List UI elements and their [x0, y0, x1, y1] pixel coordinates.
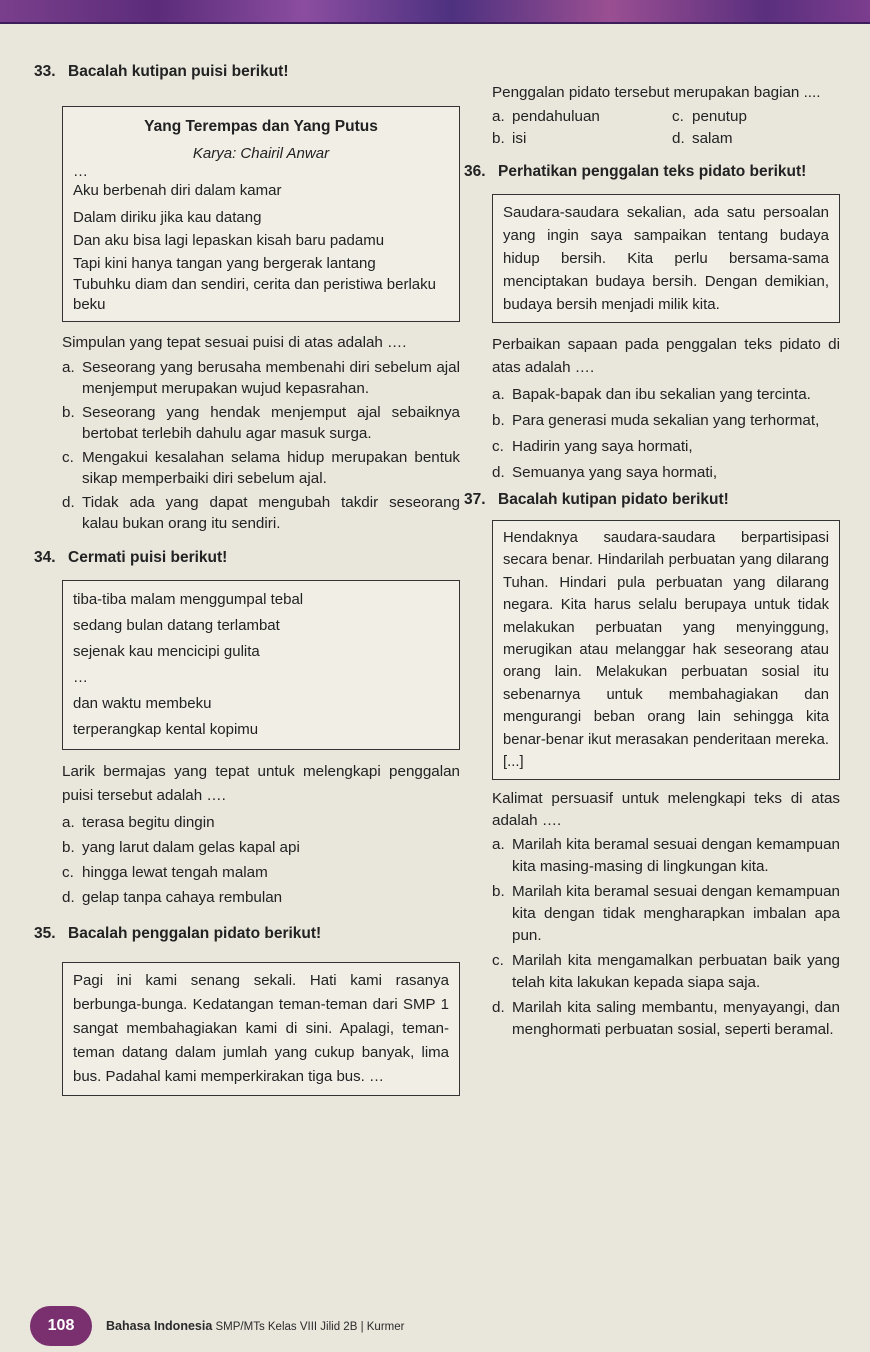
speech-excerpt-box: Saudara-saudara sekalian, ada satu persoalan yang ingin saya sampaikan tentang budaya hidup bersih. Kita perlu bersama-sama menciptakan budaya bersih. Dengan demikian, budaya bersih menjadi milik kita.	[492, 194, 840, 323]
speech-excerpt-box: Pagi ini kami senang sekali. Hati kami rasanya berbunga-bunga. Kedatangan teman-teman dari SMP 1 sangat membahagiakan kami di sini. Apalagi, teman-teman datang dalam jumlah yang cukup banyak, lima bus. Padahal kami memperkirakan tiga bus. …	[62, 962, 460, 1096]
options-list	[62, 810, 460, 910]
question-prompt: Bacalah kutipan puisi berikut!	[68, 63, 289, 80]
page-footer	[30, 1306, 404, 1346]
question-35: 35. Bacalah penggalan pidato berikut! Pagi ini kami senang sekali. Hati kami rasanya berbunga-bunga. Kedatangan teman-teman dari SMP 1 sangat membahagiakan kami di sini. Apalagi, teman-teman datang dalam jumlah yang cukup banyak, lima bus. Padahal kami memperkirakan tiga bus. …	[62, 924, 460, 1096]
page-number-badge: 108	[30, 1306, 92, 1346]
options-row	[492, 106, 840, 128]
question-text: Perbaikan sapaan pada penggalan teks pidato di atas adalah ….	[492, 336, 840, 376]
poem-line: sedang bulan datang terlambat	[73, 617, 280, 634]
option-b[interactable]: b. Marilah kita beramal sesuai dengan kemampuan kita dengan tidak mengharapkan imbalan apa pun.	[492, 883, 840, 945]
option-c[interactable]: c. Marilah kita mengamalkan perbuatan baik yang telah kita lakukan kepada siapa saja.	[492, 952, 840, 992]
question-text: Penggalan pidato tersebut merupakan bagian ....	[492, 84, 821, 101]
speech-excerpt-box: Hendaknya saudara-saudara berpartisipasi secara benar. Hindarilah perbuatan yang dilarang Tuhan. Hindari pula perbuatan yang dilarang negara. Kita harus selalu berupaya untuk tidak melakukan perbuatan yang menyinggung, merugikan atau melanggar hak seseorang atau orang lain. Melakukan perbuatan sosial itu sebenarnya untuk membahagiakan dan mengurangi beban orang lain sehingga kita benar-benar ikut merasakan penderitaan mereka. [...]	[492, 520, 840, 780]
option-b[interactable]: b. Seseorang yang hendak menjemput ajal sebaiknya bertobat terlebih dahulu agar masuk surga.	[62, 404, 460, 442]
option-a[interactable]: a. Seseorang yang berusaha membenahi diri sebelum ajal menjemput merupakan wujud kepasrahan.	[62, 359, 460, 397]
question-34: 34. Cermati puisi berikut! tiba-tiba malam menggumpal tebal sedang bulan datang terlambat sejenak kau mencicipi gulita … dan waktu membeku terperangkap kental kopimu Larik bermajas yang tepat untuk melengkapi penggalan puisi tersebut adalah …. a. terasa begitu dingin b. yang larut dalam gelas kapal api c. hingga lewat tengah malam d. gelap tanpa cahaya rembulan	[62, 548, 460, 910]
poem-line: Tapi kini hanya tangan yang bergerak lantang	[73, 255, 376, 272]
question-36: 36. Perhatikan penggalan teks pidato berikut! Saudara-saudara sekalian, ada satu persoalan yang ingin saya sampaikan tentang budaya hidup bersih. Kita perlu bersama-sama menciptakan budaya bersih. Dengan demikian, budaya bersih menjadi milik kita. Perbaikan sapaan pada penggalan teks pidato di atas adalah …. a. Bapak-bapak dan ibu sekalian yang tercinta. b. Para generasi muda sekalian yang terhormat, c. Hadirin yang saya hormati, d. Semuanya yang saya hormati,	[492, 162, 840, 484]
question-text: Simpulan yang tepat sesuai puisi di atas adalah ….	[62, 334, 407, 351]
poem-line: Dalam diriku jika kau datang	[73, 209, 262, 226]
option-a[interactable]: a. terasa begitu dingin	[62, 814, 215, 831]
question-35-continued	[492, 82, 840, 150]
poem-line: Aku berbenah diri dalam kamar	[73, 182, 282, 199]
question-33	[34, 62, 460, 534]
option-d[interactable]: d. gelap tanpa cahaya rembulan	[62, 889, 283, 906]
option-c[interactable]: c. Mengakui kesalahan selama hidup merupakan bentuk sikap memperbaiki diri sebelum ajal.	[62, 449, 460, 487]
right-column	[464, 62, 840, 1041]
options-list	[492, 383, 840, 484]
option-c[interactable]: c. penutup	[672, 108, 747, 125]
option-c[interactable]: c. hingga lewat tengah malam	[62, 864, 268, 881]
poem-title: Yang Terempas dan Yang Putus	[144, 118, 378, 135]
top-decorative-band	[0, 0, 870, 24]
poem-line: Dan aku bisa lagi lepaskan kisah baru padamu	[73, 232, 385, 249]
option-b[interactable]: b. yang larut dalam gelas kapal api	[62, 839, 300, 856]
left-column	[34, 62, 460, 1096]
option-b[interactable]: b. Para generasi muda sekalian yang terhormat,	[492, 412, 820, 429]
poem-line: Tubuhku diam dan sendiri, cerita dan peristiwa berlaku beku	[73, 276, 436, 313]
poem-line: dan waktu membeku	[73, 695, 212, 712]
options-list	[492, 834, 840, 1041]
option-c[interactable]: c. Hadirin yang saya hormati,	[492, 438, 693, 455]
option-d[interactable]: d. Marilah kita saling membantu, menyayangi, dan menghormati perbuatan sosial, seperti beramal.	[492, 999, 840, 1039]
option-a[interactable]: a. Marilah kita beramal sesuai dengan kemampuan kita masing-masing di lingkungan kita.	[492, 836, 840, 876]
poem-line: …	[73, 669, 88, 686]
option-d[interactable]: d. Tidak ada yang dapat mengubah takdir seseorang kalau bukan orang itu sendiri.	[62, 494, 460, 532]
poem-box	[62, 106, 460, 322]
question-number: 33.	[34, 63, 56, 80]
option-a[interactable]: a. Bapak-bapak dan ibu sekalian yang tercinta.	[492, 386, 811, 403]
option-b[interactable]: b. isi	[492, 130, 527, 147]
poem-line: sejenak kau mencicipi gulita	[73, 643, 260, 660]
question-text: Kalimat persuasif untuk melengkapi teks di atas adalah ….	[492, 790, 840, 830]
option-d[interactable]: d. salam	[672, 130, 733, 147]
option-a[interactable]: a. pendahuluan	[492, 108, 600, 125]
question-37: 37. Bacalah kutipan pidato berikut! Hendaknya saudara-saudara berpartisipasi secara benar. Hindarilah perbuatan yang dilarang Tuhan. Hindari pula perbuatan yang dilarang negara. Kita harus selalu berupaya untuk tidak melakukan perbuatan yang menyinggung, merugikan atau melanggar hak seseorang atau orang lain. Melakukan perbuatan sosial itu sebenarnya untuk membahagiakan dan mengurangi beban orang lain sehingga kita benar-benar ikut merasakan penderitaan mereka. [...] Kalimat persuasif untuk melengkapi teks di atas adalah …. a. Marilah kita beramal sesuai dengan kemampuan kita masing-masing di lingkungan kita. b. Marilah kita beramal sesuai dengan kemampuan kita dengan tidak mengharapkan imbalan apa pun. c. Marilah kita mengamalkan perbuatan baik yang telah kita lakukan kepada siapa saja. d. Marilah kita saling membantu, menyayangi, dan menghormati perbuatan sosial, seperti beramal.	[492, 490, 840, 1041]
poem-line: tiba-tiba malam menggumpal tebal	[73, 591, 304, 608]
options-list	[62, 357, 460, 534]
poem-line: terperangkap kental kopimu	[73, 721, 259, 738]
options-row	[492, 128, 840, 150]
poem-line: …	[73, 163, 88, 180]
question-text: Larik bermajas yang tepat untuk melengkapi penggalan puisi tersebut adalah ….	[62, 763, 460, 804]
footer-book-title: Bahasa Indonesia SMP/MTs Kelas VIII Jilid 2B | Kurmer	[106, 1319, 405, 1333]
poem-box	[62, 580, 460, 750]
option-d[interactable]: d. Semuanya yang saya hormati,	[492, 464, 718, 481]
poem-author: Karya: Chairil Anwar	[192, 145, 330, 162]
